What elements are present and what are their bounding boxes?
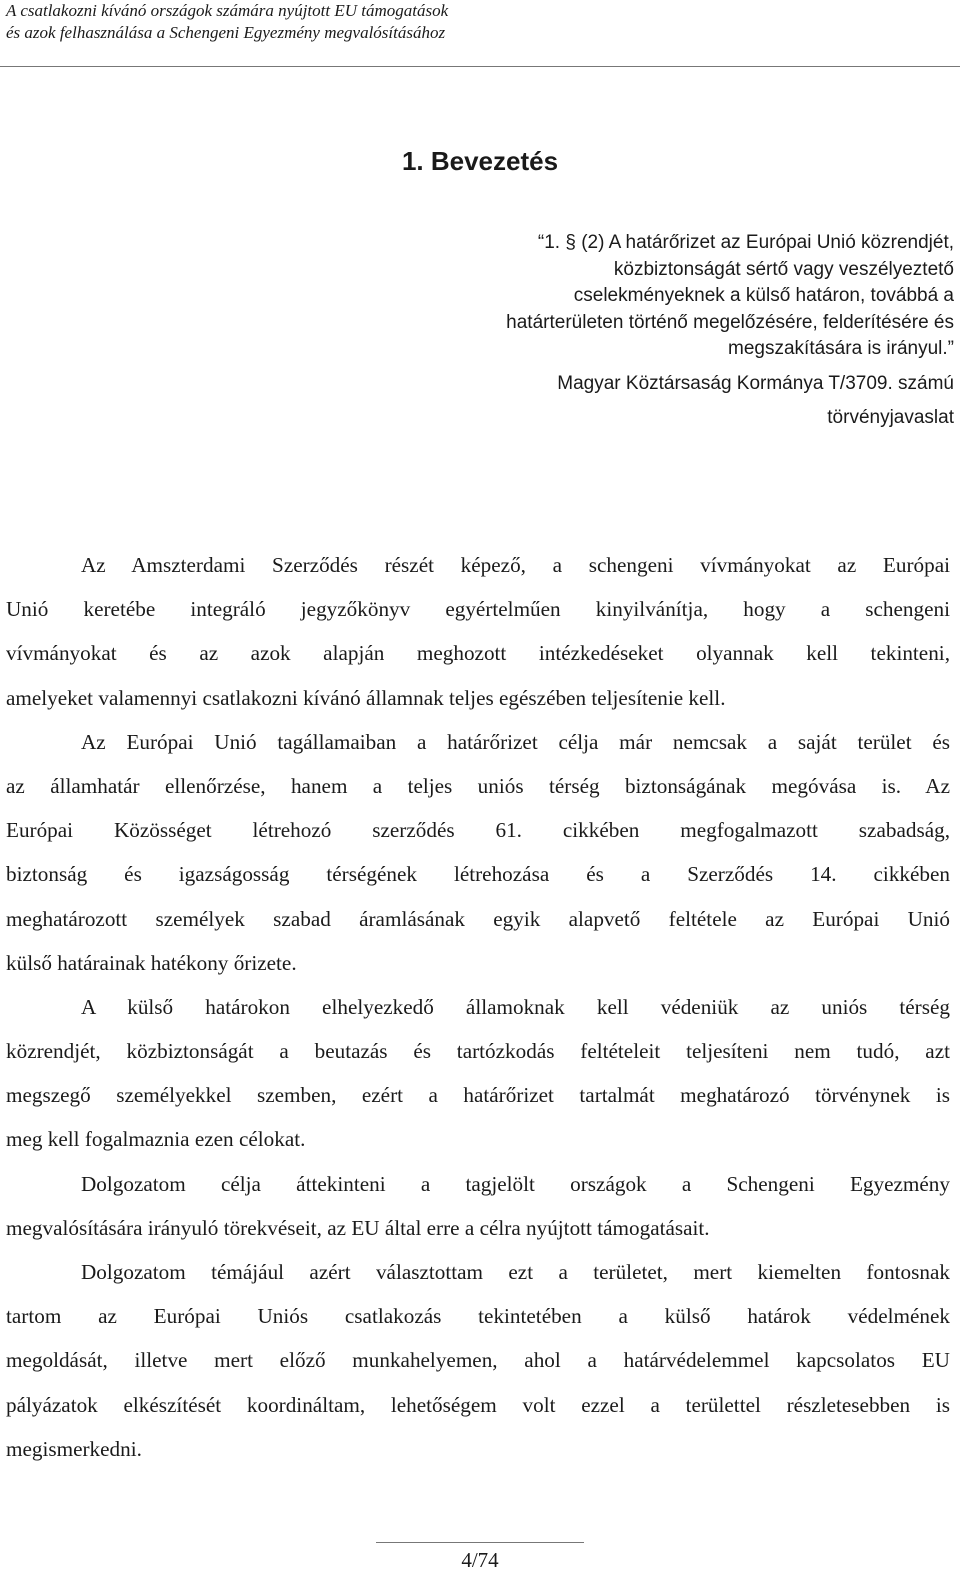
text-line: megoldását, illetve mert előző munkahelyemen, ahol a határvédelemmel kapcsolatos EU (6, 1348, 950, 1373)
epigraph-line: “1. § (2) A határőrizet az Európai Unió közrendjét, (537, 232, 954, 253)
chapter-title: 1. Bevezetés (401, 146, 559, 176)
running-header (6, 0, 946, 44)
text-line: biztonság és igazságosság térségének létrehozása és a Szerződés 14. cikkében (6, 862, 950, 887)
text-line: Unió keretébe integráló jegyzőkönyv egyértelműen kinyilvánítja, hogy a schengeni (6, 597, 950, 622)
paragraph (6, 1250, 950, 1471)
text-line: Európai Közösséget létrehozó szerződés 61. cikkében megfogalmazott szabadság, (6, 818, 950, 843)
body-text (6, 543, 950, 1471)
header-divider (0, 66, 960, 67)
text-line: Dolgozatom célja áttekinteni a tagjelölt országok a Schengeni Egyezmény (81, 1171, 950, 1196)
epigraph-line: cselekményeknek a külső határon, továbbá a (573, 285, 954, 306)
epigraph-quote (214, 230, 954, 435)
epigraph-source-line: Magyar Köztársaság Kormánya T/3709. számú (557, 372, 954, 394)
paragraph (6, 543, 950, 720)
paragraph (6, 985, 950, 1162)
page-number: 4/74 (461, 1548, 499, 1572)
text-line: megvalósítására irányuló törekvéseit, az EU által erre a célra nyújtott támogatásait. (6, 1215, 710, 1240)
text-line: pályázatok elkészítését koordináltam, lehetőségem volt ezzel a területtel részletesebben is (6, 1392, 950, 1417)
running-header-line-1: A csatlakozni kívánó országok számára nyújtott EU támogatások (6, 1, 449, 20)
text-line: tartom az Európai Uniós csatlakozás tekintetében a külső határok védelmének (6, 1304, 950, 1329)
text-line: meghatározott személyek szabad áramlásának egyik alapvető feltétele az Európai Unió (6, 906, 950, 931)
paragraph (6, 1162, 950, 1250)
text-line: vívmányokat és az azok alapján meghozott intézkedéseket olyannak kell tekinteni, (6, 641, 950, 666)
text-line: meg kell fogalmaznia ezen célokat. (6, 1127, 306, 1152)
text-line: A külső határokon elhelyezkedő államoknak kell védeniük az uniós térség (81, 994, 950, 1019)
epigraph-line: megszakítására is irányul.” (728, 338, 954, 359)
text-line: közrendjét, közbiztonságát a beutazás és tartózkodás feltételeit teljesíteni nem tudó, azt (6, 1039, 950, 1064)
text-line: Az Amszterdami Szerződés részét képező, a schengeni vívmányokat az Európai (81, 553, 950, 577)
epigraph-source (214, 367, 954, 435)
epigraph-source-line: törvényjavaslat (827, 406, 954, 428)
epigraph-line: közbiztonságát sértő vagy veszélyeztető (613, 258, 954, 280)
epigraph-line: határterületen történő megelőzésére, felderítésére és (506, 311, 954, 333)
footer-divider (376, 1542, 584, 1543)
text-line: megszegő személyekkel szemben, ezért a határőrizet tartalmát meghatározó törvénynek is (6, 1083, 950, 1108)
running-header-line-2: és azok felhasználása a Schengeni Egyezmény megvalósításához (6, 23, 446, 42)
text-line: az államhatár ellenőrzése, hanem a teljes uniós térség biztonságának megóvása is. Az (6, 773, 950, 798)
text-line: külső határainak hatékony őrizete. (6, 950, 297, 975)
text-line: amelyeket valamennyi csatlakozni kívánó államnak teljes egészében teljesítenie kell. (6, 685, 726, 710)
text-line: Az Európai Unió tagállamaiban a határőrizet célja már nemcsak a saját terület és (81, 729, 950, 754)
text-line: megismerkedni. (6, 1436, 142, 1461)
text-line: Dolgozatom témájául azért választottam ezt a területet, mert kiemelten fontosnak (81, 1260, 950, 1284)
paragraph (6, 720, 950, 985)
